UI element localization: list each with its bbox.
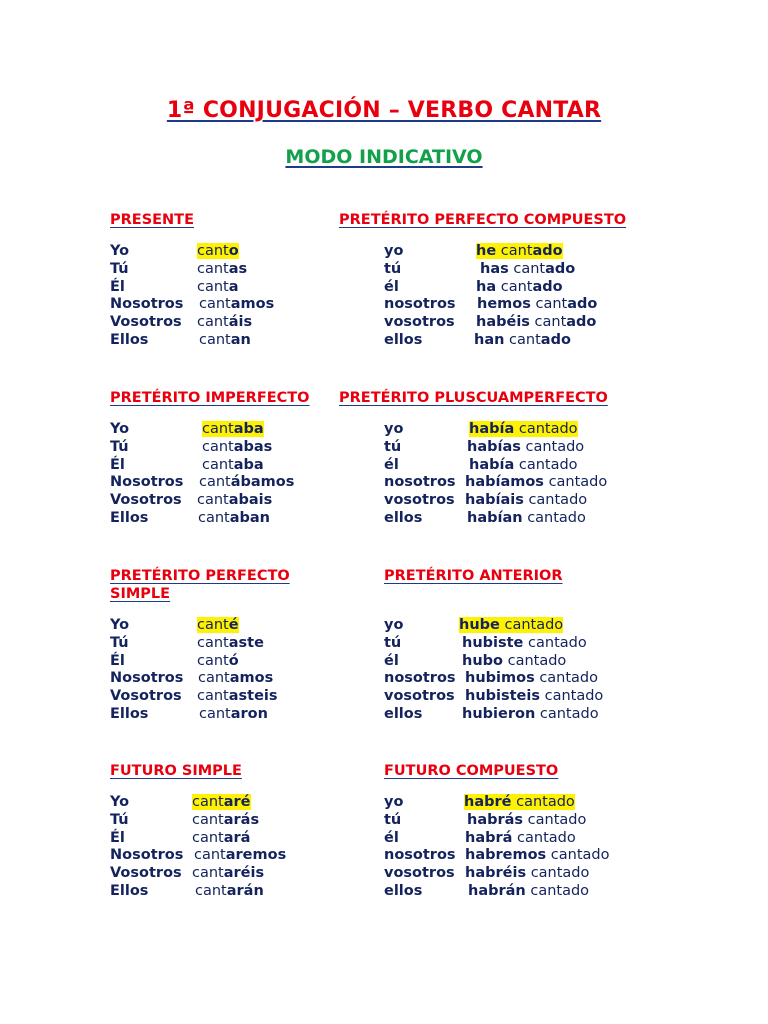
conjugation-row: ellos hubieron cantado	[384, 705, 599, 722]
conjugation-row: él ha cantado	[384, 278, 563, 295]
conjugation-row: vosotros habréis cantado	[384, 865, 590, 882]
conjugation-row: Ellos cantarán	[110, 882, 264, 899]
conjugation-row: tú has cantado	[384, 260, 576, 277]
conjugation-row: ellos han cantado	[384, 331, 571, 348]
conjugation-row: Yo cantaré	[110, 794, 251, 810]
conjugation-row: Yo canté	[110, 617, 239, 633]
conjugation-row: yo habré cantado	[384, 794, 575, 810]
conjugation-row: yo había cantado	[384, 421, 578, 437]
conjugation-row: vosotros habíais cantado	[384, 492, 588, 509]
conjugation-row: nosotros hubimos cantado	[384, 670, 599, 687]
tense-title: PRETÉRITO PERFECTO SIMPLE	[110, 568, 290, 602]
conjugation-row: Nosotros cantamos	[110, 296, 275, 313]
conjugation-row: Yo canto	[110, 243, 239, 259]
tense-block-futuro-compuesto	[384, 762, 610, 901]
conjugation-row: tú hubiste cantado	[384, 634, 587, 651]
tense-title: PRETÉRITO ANTERIOR	[384, 568, 563, 584]
conjugation-row: tú habrás cantado	[384, 811, 587, 828]
tense-block-perfecto-simple	[110, 567, 290, 724]
conjugation-row: Tú cantarás	[110, 811, 260, 828]
conjugation-row: Ellos cantaban	[110, 509, 271, 526]
conjugation-row: Nosotros cantábamos	[110, 474, 295, 491]
conjugation-row: vosotros habéis cantado	[384, 314, 597, 331]
conjugation-row: ellos habían cantado	[384, 509, 586, 526]
tense-block-pluscuamperfecto	[339, 389, 608, 528]
conjugation-row: Vosotros cantabais	[110, 492, 273, 509]
conjugation-row: nosotros hemos cantado	[384, 296, 598, 313]
conjugation-row: ellos habrán cantado	[384, 882, 590, 899]
conjugation-row: Nosotros cantaremos	[110, 847, 287, 864]
conjugation-row: Él canta	[110, 278, 239, 295]
conjugation-row: Tú cantas	[110, 260, 248, 277]
conjugation-row: Él cantará	[110, 829, 251, 846]
conjugation-row: Tú cantaste	[110, 634, 264, 651]
tense-title: PRETÉRITO PERFECTO COMPUESTO	[339, 212, 627, 228]
conjugation-row: él habrá cantado	[384, 829, 576, 846]
tense-title: PRETÉRITO IMPERFECTO	[110, 390, 310, 406]
tense-title: PRETÉRITO PLUSCUAMPERFECTO	[339, 390, 608, 406]
tense-title: FUTURO COMPUESTO	[384, 763, 559, 779]
tense-block-imperfecto	[110, 389, 310, 528]
conjugation-row: nosotros habíamos cantado	[384, 474, 608, 491]
conjugation-row: yo he cantado	[384, 243, 563, 259]
tense-block-perfecto-compuesto	[339, 211, 626, 350]
conjugation-row: vosotros hubisteis cantado	[384, 688, 604, 705]
conjugation-row: él hubo cantado	[384, 652, 567, 669]
conjugation-row: él había cantado	[384, 456, 578, 473]
conjugation-row: Nosotros cantamos	[110, 670, 274, 687]
conjugation-row: yo hube cantado	[384, 617, 564, 633]
conjugation-row: Vosotros cantasteis	[110, 688, 278, 705]
tense-block-presente	[110, 211, 275, 350]
conjugation-row: Ellos cantan	[110, 331, 251, 348]
conjugation-row: Yo cantaba	[110, 421, 264, 437]
conjugation-row: Él cantaba	[110, 456, 264, 473]
tense-block-anterior	[384, 567, 604, 724]
mode-heading: MODO INDICATIVO	[285, 146, 483, 168]
conjugation-row: nosotros habremos cantado	[384, 847, 610, 864]
conjugation-row: Vosotros cantaréis	[110, 865, 265, 882]
conjugation-row: Ellos cantaron	[110, 705, 268, 722]
conjugation-row: Él cantó	[110, 652, 239, 669]
tense-title: PRESENTE	[110, 212, 194, 228]
conjugation-row: Tú cantabas	[110, 438, 273, 455]
tense-block-futuro-simple	[110, 762, 287, 901]
conjugation-row: tú habías cantado	[384, 438, 585, 455]
tense-title: FUTURO SIMPLE	[110, 763, 242, 779]
conjugation-row: Vosotros cantáis	[110, 314, 253, 331]
page-title: 1ª CONJUGACIÓN – VERBO CANTAR	[166, 98, 602, 123]
